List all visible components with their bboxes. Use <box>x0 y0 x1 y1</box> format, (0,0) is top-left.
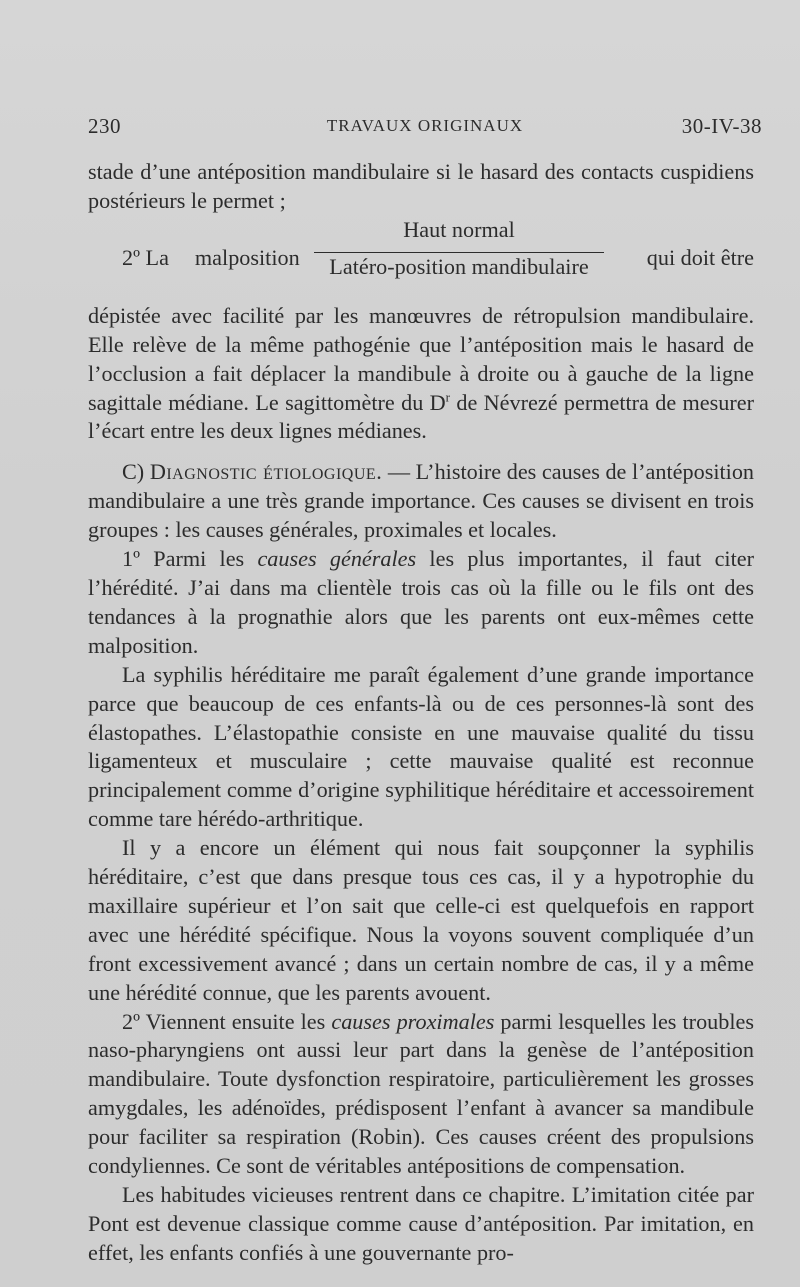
section-c-lead: C) <box>122 459 150 485</box>
fraction-lead-word: malposition <box>194 244 300 270</box>
fraction-numerator: Haut normal <box>403 216 515 242</box>
causes-proximales-emphasis: causes proximales <box>331 1008 495 1034</box>
fraction-lead <box>122 244 300 273</box>
section-c-heading: Diagnostic étiologique. <box>149 459 383 485</box>
paragraph-causes-generales <box>88 545 754 661</box>
paragraph-causes-generales-start: 1º Parmi les <box>122 546 258 572</box>
paragraph-causes-proximales-end: parmi lesquelles les troubles naso-pharyngiens ont aussi leur part dans la genèse de l’antéposition mandibulaire. Toute dysfonction respiratoire, particulièrement les grosses amygdales, les adénoïdes, prédisposent l’enfant à avancer sa mandibule pour faciliter sa respiration (Robin). Ces causes créent des propulsions condyliennes. Ce sont de véritables antépositions de compensation. <box>88 1008 754 1179</box>
fraction-lead-number: 2º La <box>122 244 169 270</box>
paragraph-syphilis: La syphilis héréditaire me paraît également d’une grande importance parce que beaucoup de ces enfants-là ou de ces personnes-là sont des élastopathes. L’élastopathie consiste en une mauvaise qualité du tissu ligamenteux et musculaire ; cette mauvaise qualité est reconnue principalement comme d’origine syphilitique héréditaire et accessoirement comme tare hérédo-arthritique. <box>88 661 754 832</box>
page-number: 230 <box>88 114 121 138</box>
fraction-paragraph <box>88 216 754 302</box>
paragraph-causes-proximales <box>88 1008 754 1181</box>
paragraph-causes-generales-end: les plus importantes, il faut citer l’hérédité. J’ai dans ma clientèle trois cas où la fille ou le fils ont des tendances à la prognathie alors que les parents ont eux-mêmes cette malposition. <box>88 546 754 658</box>
paragraph-depistee-text: dépistée avec facilité par les manœuvres de rétropulsion mandibulaire. Elle relève de la même pathogénie que l’antéposition mais le hasard de l’occlusion a fait déplacer la mandibule à droite ou à gauche de la ligne sagittale médiane. Le sagittomètre du D <box>88 302 754 415</box>
superscript-r: r <box>445 389 450 405</box>
main-text <box>88 158 754 1268</box>
running-header <box>88 114 762 142</box>
paragraph-stade: stade d’une antéposition mandibulaire si le hasard des contacts cuspidiens postérieurs le permet ; <box>88 159 754 213</box>
running-title: TRAVAUX ORIGINAUX <box>326 116 524 135</box>
paragraph-depistee <box>88 302 754 447</box>
causes-generales-emphasis: causes générales <box>257 546 417 572</box>
section-c-paragraph <box>88 458 754 545</box>
paragraph-depistee-end: de Névrezé permettra de mesurer l’écart entre les deux lignes médianes. <box>88 389 754 444</box>
paragraph-causes-proximales-start: 2º Viennent ensuite les <box>122 1008 332 1034</box>
fraction <box>314 216 604 282</box>
paragraph-habitudes: Les habitudes vicieuses rentrent dans ce chapitre. L’imitation citée par Pont est devenue classique comme cause d’antéposition. Par imitation, en effet, les enfants confiés à une gouvernante pro- <box>88 1182 754 1265</box>
header-date: 30-IV-38 <box>681 114 762 138</box>
fraction-denominator: Latéro-position mandibulaire <box>329 253 589 279</box>
paragraph-element: Il y a encore un élément qui nous fait soupçonner la syphilis héréditaire, c’est que dans presque tous ces cas, il y a hypotrophie du maxillaire supérieur et l’on sait que celle-ci est quelquefois en rapport avec une hérédité spécifique. Nous la voyons souvent compliquée d’un front excessivement avancé ; dans un certain nombre de cas, il y a même une hérédité connue, que les parents avouent. <box>88 835 754 1005</box>
fraction-trail: qui doit être <box>646 244 754 270</box>
section-c-text: — L’histoire des causes de l’antéposition mandibulaire a une très grande importance. Ces causes se divisent en trois groupes : les causes générales, proximales et locales. <box>88 459 755 543</box>
